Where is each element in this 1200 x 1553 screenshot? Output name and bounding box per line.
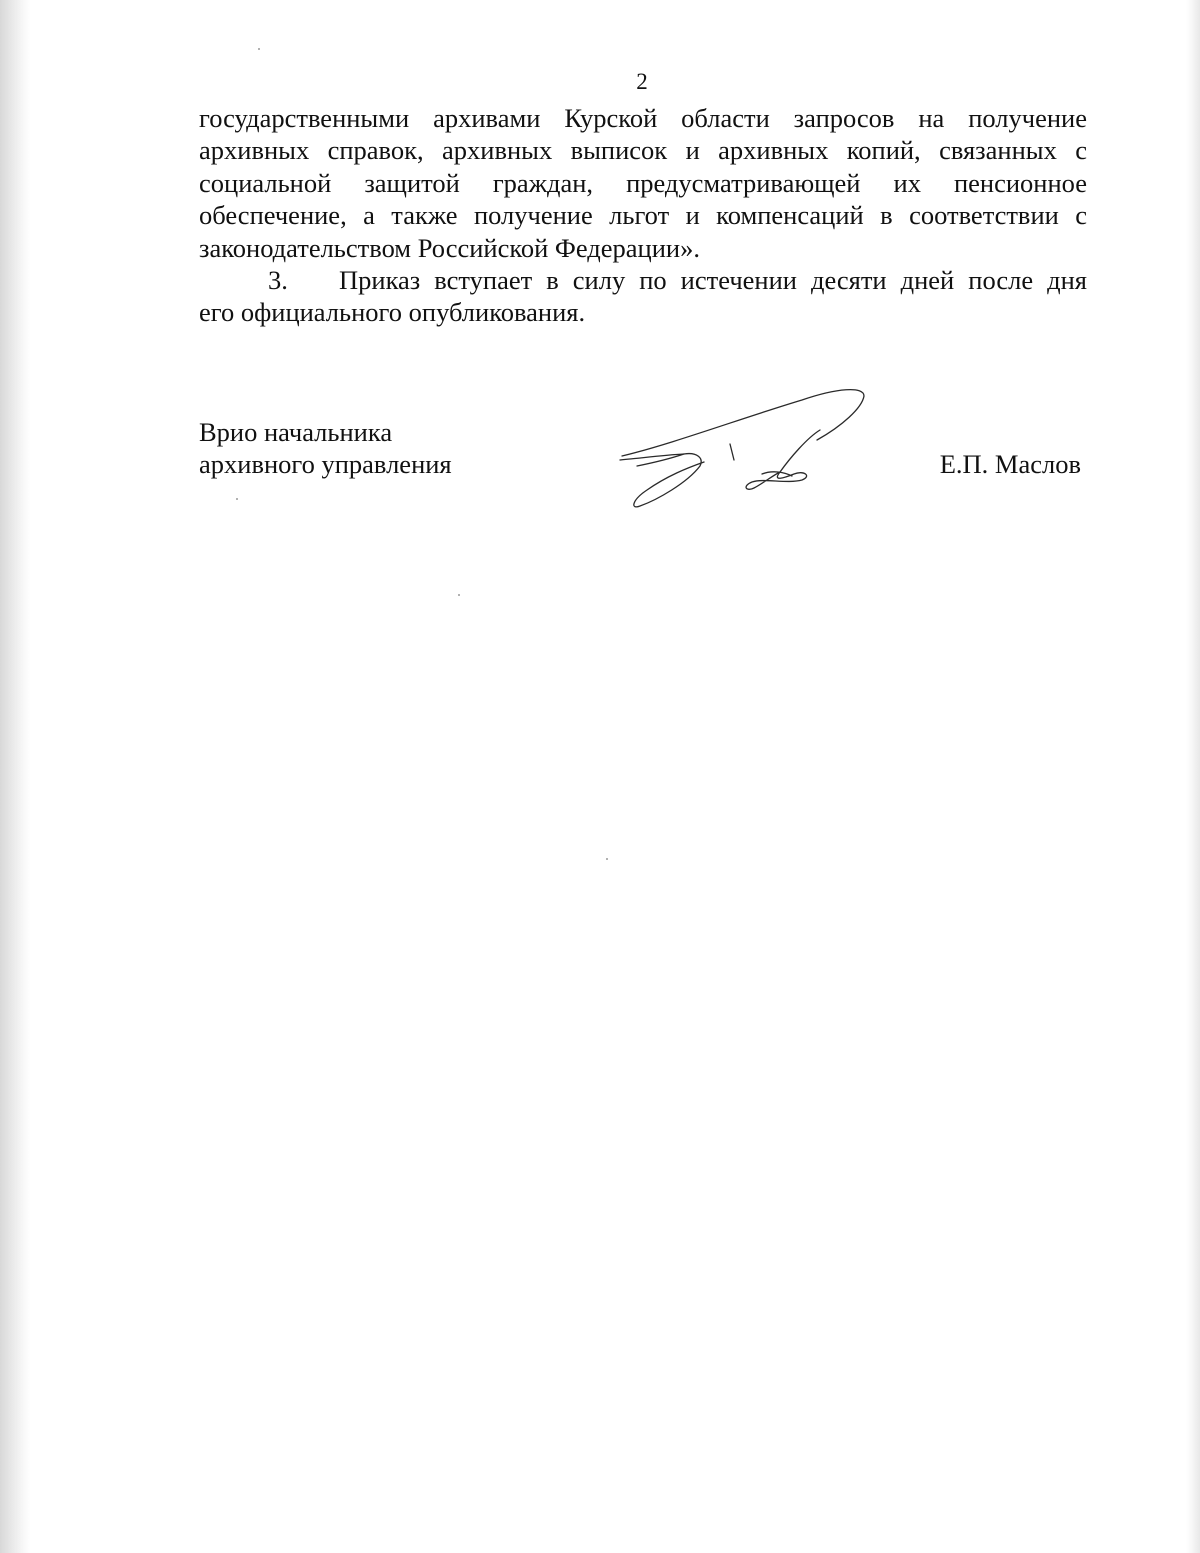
- signatory-title-line-1: Врио начальника: [199, 417, 393, 447]
- paragraph-3-line-1: [199, 264, 1087, 296]
- scan-speck: [606, 858, 608, 860]
- paragraph-number: 3.: [268, 265, 288, 296]
- scan-left-edge: [0, 0, 30, 1553]
- scan-speck: [258, 48, 260, 50]
- body-line: законодательством Российской Федерации».: [199, 232, 700, 263]
- scan-speck: [236, 498, 238, 500]
- body-line: социальной защитой граждан, предусматривающей их пенсионное: [199, 167, 1087, 198]
- signatory-title: [199, 416, 452, 481]
- page-number: 2: [636, 69, 648, 94]
- handwritten-signature: [612, 378, 880, 518]
- scan-speck: [458, 594, 460, 596]
- paragraph-3-text: Приказ вступает в силу по истечении десяти дней после дня: [339, 265, 1087, 296]
- body-line: государственными архивами Курской области запросов на получение: [199, 103, 1087, 133]
- signatory-title-line-2: архивного управления: [199, 449, 452, 480]
- body-line: архивных справок, архивных выписок и архивных копий, связанных с: [199, 135, 1087, 166]
- paragraph-3-line-2: его официального опубликования.: [199, 297, 586, 328]
- signatory-name: Е.П. Маслов: [939, 449, 1081, 479]
- body-line: обеспечение, а также получение льгот и компенсаций в соответствии с: [199, 200, 1087, 231]
- document-body: [199, 102, 1087, 329]
- scan-right-edge: [1186, 0, 1200, 1553]
